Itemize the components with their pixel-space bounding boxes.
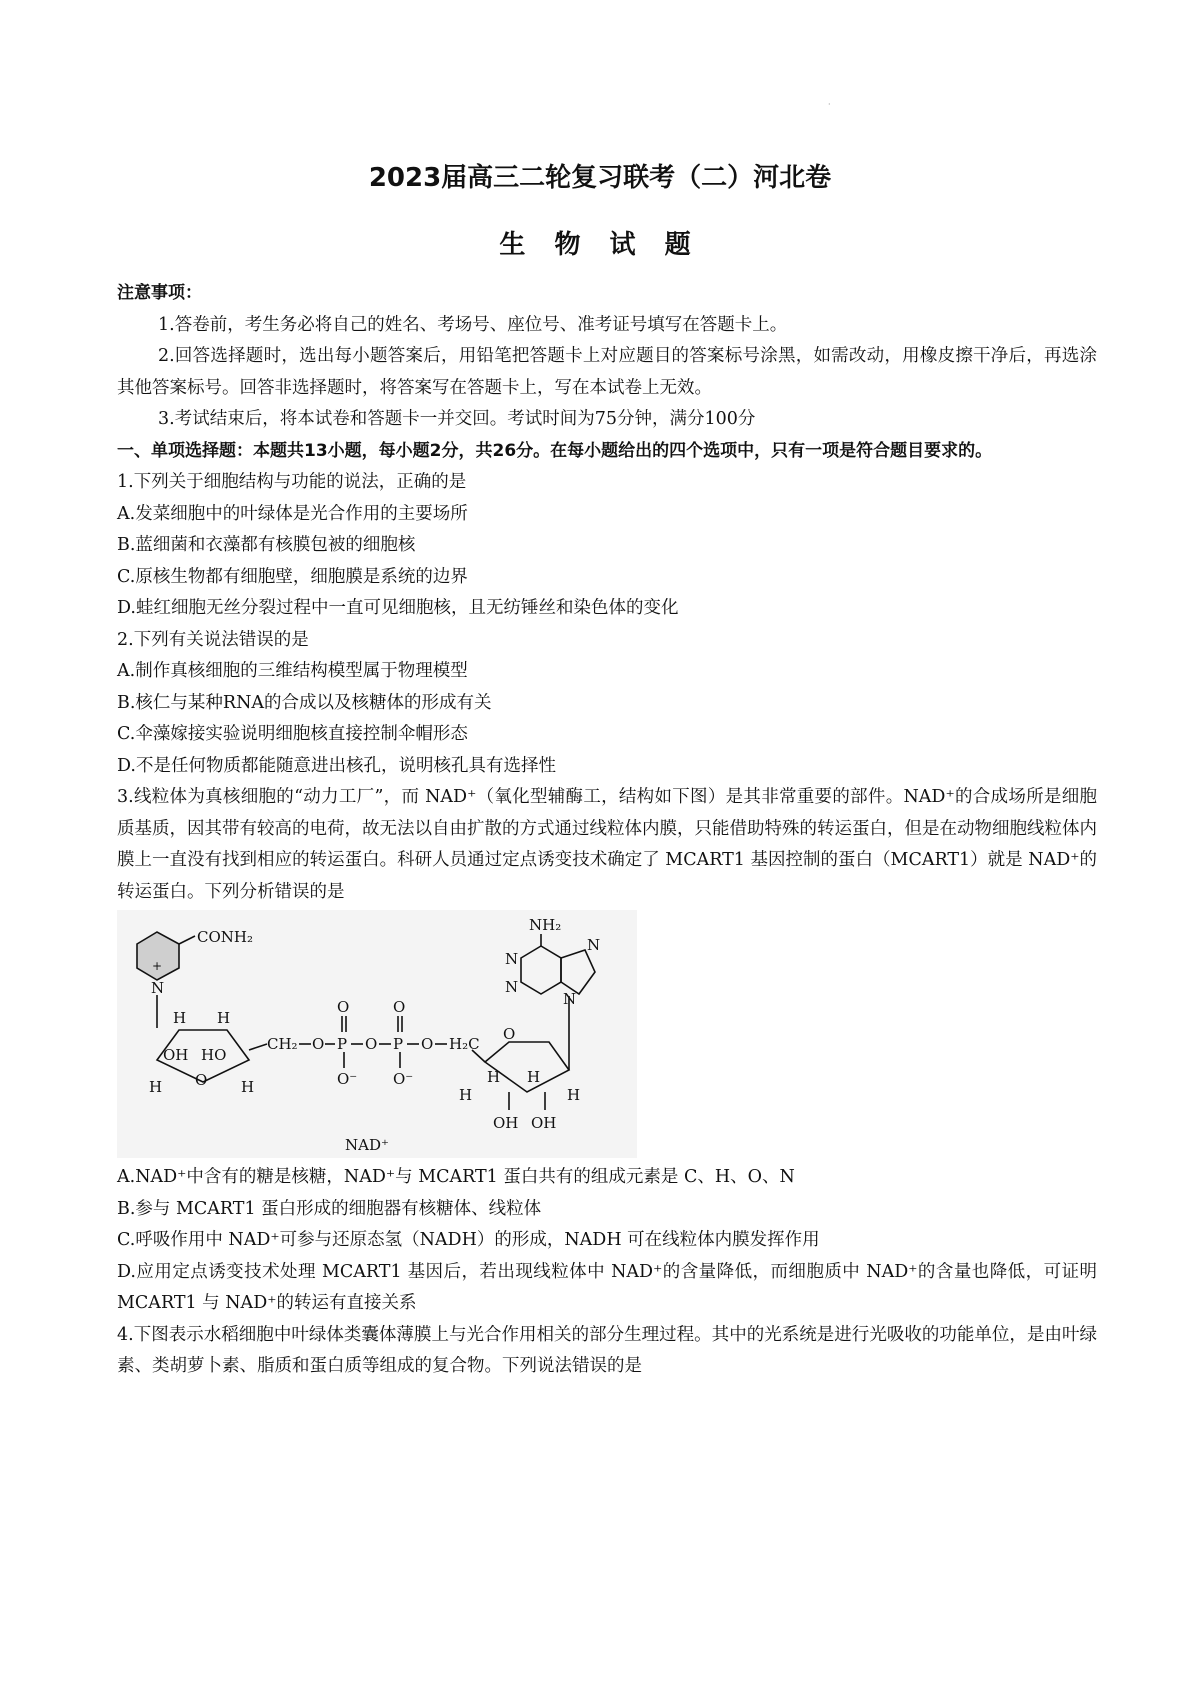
bridge-o-2: O bbox=[365, 1035, 378, 1053]
question-2-option-a: A.制作真核细胞的三维结构模型属于物理模型 bbox=[117, 661, 468, 681]
ribose-h-left-3: H bbox=[149, 1078, 163, 1096]
bridge-o-1: O bbox=[312, 1035, 325, 1053]
note-item: 2.回答选择题时，选出每小题答案后，用铅笔把答题卡上对应题目的答案标号涂黑，如需改动，用橡皮擦干净后，再选涂其他答案标号。回答非选择题时，将答案写在答题卡上，写在本试卷上无效。 bbox=[117, 346, 1097, 398]
question-4-stem: 4.下图表示水稻细胞中叶绿体类囊体薄膜上与光合作用相关的部分生理过程。其中的光系统是进行光吸收的功能单位，是由叶绿素、类胡萝卜素、脂质和蛋白质等组成的复合物。下列说法错误的是 bbox=[117, 1324, 1097, 1376]
question-1-option-c: C.原核生物都有细胞壁，细胞膜是系统的边界 bbox=[117, 566, 468, 587]
question-1-stem: 1.下列关于细胞结构与功能的说法，正确的是 bbox=[117, 472, 467, 492]
ribose-h-left-2: H bbox=[217, 1009, 231, 1027]
notes-heading: 注意事项： bbox=[117, 283, 202, 303]
question-3-option-b: B.参与 MCART1 蛋白形成的细胞器有核糖体、线粒体 bbox=[117, 1198, 542, 1219]
nh2-label: NH₂ bbox=[529, 916, 562, 934]
section-heading: 一、单项选择题：本题共13小题，每小题2分，共26分。在每小题给出的四个选项中，只有一项是符合题目要求的。 bbox=[117, 440, 993, 461]
question-2-option-c: C.伞藻嫁接实验说明细胞核直接控制伞帽形态 bbox=[117, 724, 468, 744]
ribose-ho-left: HO bbox=[201, 1046, 227, 1064]
nad-structure-figure bbox=[117, 910, 637, 1158]
n-plus-label: N bbox=[151, 979, 165, 997]
bridge-o-3: O bbox=[421, 1035, 434, 1053]
ribose-h-right-1: H bbox=[487, 1068, 501, 1086]
question-3-option-a: A.NAD⁺中含有的糖是核糖，NAD⁺与 MCART1 蛋白共有的组成元素是 C、H、O、N bbox=[117, 1167, 795, 1187]
question-1-option-d: D.蛙红细胞无丝分裂过程中一直可见细胞核，且无纺锤丝和染色体的变化 bbox=[117, 598, 679, 618]
adenine-n-3: N bbox=[505, 978, 519, 996]
question-3-option-c: C.呼吸作用中 NAD⁺可参与还原态氢（NADH）的形成，NADH 可在线粒体内膜发挥作用 bbox=[117, 1230, 820, 1250]
ribose-o-left: O bbox=[195, 1071, 208, 1089]
question-3-option-d: D.应用定点诱变技术处理 MCART1 基因后，若出现线粒体中 NAD⁺的含量降低，而细胞质中 NAD⁺的含量也降低，可证明 MCART1 与 NAD⁺的转运有直接关系 bbox=[117, 1261, 1097, 1313]
exam-body bbox=[117, 278, 1097, 1383]
question-1-option-a: A.发菜细胞中的叶绿体是光合作用的主要场所 bbox=[117, 503, 468, 524]
scan-speck: · bbox=[828, 100, 831, 109]
phosphorus-2: P bbox=[393, 1035, 404, 1053]
adenine-n-7: N bbox=[587, 936, 601, 954]
figure-caption: NAD⁺ bbox=[345, 1136, 389, 1154]
ribose-oh-right-1: OH bbox=[493, 1114, 519, 1132]
question-2-option-d: D.不是任何物质都能随意进出核孔，说明核孔具有选择性 bbox=[117, 755, 556, 776]
plus-sign: + bbox=[152, 959, 163, 973]
note-item: 1.答卷前，考生务必将自己的姓名、考场号、座位号、准考证号填写在答题卡上。 bbox=[158, 314, 788, 335]
exam-title: 2023届高三二轮复习联考（二）河北卷 bbox=[368, 163, 832, 193]
nad-structure-diagram bbox=[117, 910, 637, 1158]
conh2-label: CONH₂ bbox=[197, 928, 253, 946]
p2-o-minus: O⁻ bbox=[393, 1070, 414, 1088]
ribose-oh-right-2: OH bbox=[531, 1114, 557, 1132]
ribose-oh-left: OH bbox=[163, 1046, 189, 1064]
h2c-label: H₂C bbox=[449, 1035, 480, 1053]
adenine-n-9: N bbox=[563, 990, 577, 1008]
adenine-n-1: N bbox=[505, 950, 519, 968]
ch2-label: CH₂ bbox=[267, 1035, 298, 1053]
ribose-o-right: O bbox=[503, 1025, 516, 1043]
question-1-option-b: B.蓝细菌和衣藻都有核膜包被的细胞核 bbox=[117, 535, 416, 555]
ribose-h-right-4: H bbox=[567, 1086, 581, 1104]
ribose-h-right-2: H bbox=[527, 1068, 541, 1086]
phosphorus-1: P bbox=[337, 1035, 348, 1053]
p1-o-minus: O⁻ bbox=[337, 1070, 358, 1088]
question-2-stem: 2.下列有关说法错误的是 bbox=[117, 629, 309, 650]
question-3-stem: 3.线粒体为真核细胞的“动力工厂”，而 NAD⁺（氧化型辅酶工，结构如下图）是其非常重要的部件。NAD⁺的合成场所是细胞质基质，因其带有较高的电荷，故无法以自由扩散的方式通过线粒体内膜，只能借助特殊的转运蛋白，但是在动物细胞线粒体内膜上一直没有找到相应的转运蛋白。科研人员通过定点诱变技术确定了 MCART1 基因控制的蛋白（MCART1）就是 NAD⁺的转运蛋白。下列分析错误的是 bbox=[117, 787, 1097, 902]
p1-o-top: O bbox=[337, 998, 350, 1016]
exam-subject: 生 物 试 题 bbox=[499, 230, 701, 260]
note-item: 3.考试结束后，将本试卷和答题卡一并交回。考试时间为75分钟，满分100分 bbox=[158, 409, 756, 429]
ribose-h-left-4: H bbox=[241, 1078, 255, 1096]
question-2-option-b: B.核仁与某种RNA的合成以及核糖体的形成有关 bbox=[117, 692, 492, 713]
ribose-h-right-3: H bbox=[459, 1086, 473, 1104]
p2-o-top: O bbox=[393, 998, 406, 1016]
ribose-h-left-1: H bbox=[173, 1009, 187, 1027]
